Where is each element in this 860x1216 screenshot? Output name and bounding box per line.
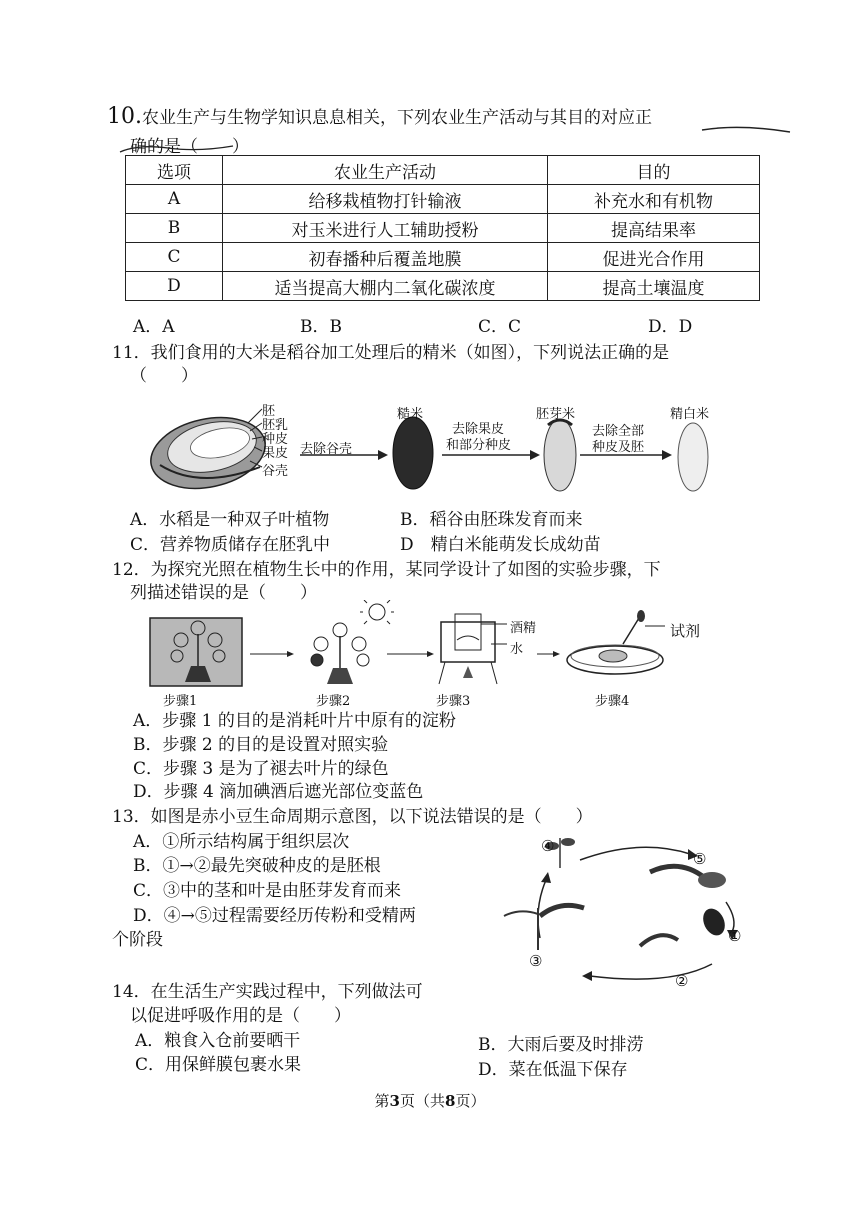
table-cell: 对玉米进行人工辅助授粉 [223,214,548,243]
page-footer: 第3页（共8页） [374,1092,486,1110]
page-number: 3 [389,1092,400,1110]
q14-option-a: A．粮食入仓前要晒干 [135,1031,301,1051]
step-3-label: 步骤3 [436,694,471,709]
table-header-cell: 目的 [548,156,760,185]
table-cell: 给移栽植物打针输液 [223,185,548,214]
marker-5: ⑤ [693,850,707,868]
table-cell: 促进光合作用 [548,243,760,272]
q14-option-d: D．菜在低温下保存 [478,1060,628,1080]
q10-table [125,155,760,301]
bean-lifecycle-figure [490,828,760,998]
q11-stem-line2: （ ） [130,366,198,386]
stage-brown-rice: 糙米 [397,407,424,422]
step-1-label: 步骤1 [163,694,198,709]
stage-polished-rice: 精白米 [670,407,710,422]
handwritten-underline [700,120,795,140]
table-row [126,185,760,214]
q12-option-d: D．步骤 4 滴加碘酒后遮光部位变蓝色 [133,782,424,802]
q14-stem-line2: 以促进呼吸作用的是（ ） [130,1006,351,1026]
q13-option-c: C．③中的茎和叶是由胚芽发育而来 [133,881,402,901]
q10-option-c: C．C [478,317,522,337]
arrow-label-remove-pericarp: 去除果皮 [452,422,505,437]
q11-option-b: B．稻谷由胚珠发育而来 [400,510,583,530]
handwritten-mark [118,140,238,156]
marker-4: ④ [541,837,555,855]
table-row [126,243,760,272]
table-header-cell: 农业生产活动 [223,156,548,185]
q12-stem-line2: 列描述错误的是（ ） [130,583,317,603]
marker-1: ① [728,927,742,945]
table-row [126,214,760,243]
q11-option-c: C．营养物质储存在胚乳中 [130,535,331,555]
marker-2: ② [675,972,689,990]
q13-option-d: D．④→⑤过程需要经历传粉和受精两 [133,906,416,926]
q10-option-d: D．D [648,317,693,337]
table-cell: 提高土壤温度 [548,272,760,301]
arrow-label-remove-coat: 去除全部 [592,424,645,439]
q10-option-b: B．B [300,317,342,337]
stage-germ-rice: 胚芽米 [536,407,576,422]
table-cell: B [126,214,223,243]
table-cell: A [126,185,223,214]
label-alcohol: 酒精 [510,621,537,636]
experiment-steps-figure [145,600,765,692]
q14-option-c: C．用保鲜膜包裹水果 [135,1055,302,1075]
table-header-row [126,156,760,185]
table-cell: 适当提高大棚内二氧化碳浓度 [223,272,548,301]
table-row [126,272,760,301]
arrow-label-remove-hull: 去除谷壳 [300,442,353,457]
step-2-label: 步骤2 [316,694,351,709]
q10-number: 10. [107,104,142,129]
rice-part-embryo: 胚 [262,404,276,419]
table-cell: 补充水和有机物 [548,185,760,214]
q10-stem-line1: 10.农业生产与生物学知识息息相关，下列农业生产活动与其目的对应正 [107,104,652,129]
arrow-label-remove-pericarp-2: 和部分种皮 [446,438,512,453]
q13-option-d-cont: 个阶段 [112,930,163,950]
table-header-cell: 选项 [126,156,223,185]
q11-option-a: A．水稻是一种双子叶植物 [130,510,330,530]
rice-part-endosperm: 胚乳 [262,418,289,433]
q10-option-a: A．A [133,317,175,337]
label-water: 水 [510,642,524,657]
q10-stem-line2: 确的是（ ） [130,137,249,157]
q13-option-a: A．①所示结构属于组织层次 [133,832,350,852]
q14-stem-line1: 14．在生活生产实践过程中，下列做法可 [112,982,423,1002]
q13-stem: 13．如图是赤小豆生命周期示意图，以下说法错误的是（ ） [112,807,593,827]
q12-option-c: C．步骤 3 是为了褪去叶片的绿色 [133,759,389,779]
arrow-label-remove-coat-2: 种皮及胚 [592,440,645,455]
q11-option-d: D 精白米能萌发长成幼苗 [400,535,601,555]
rice-part-hull: 谷壳 [262,464,289,479]
rice-part-pericarp: 果皮 [262,446,289,461]
q12-option-a: A．步骤 1 的目的是消耗叶片中原有的淀粉 [133,711,456,731]
table-cell: D [126,272,223,301]
q11-stem-line1: 11．我们食用的大米是稻谷加工处理后的精米（如图），下列说法正确的是 [112,343,670,363]
total-pages: 8 [445,1092,456,1110]
table-cell: 初春播种后覆盖地膜 [223,243,548,272]
table-cell: 提高结果率 [548,214,760,243]
q14-option-b: B．大雨后要及时排涝 [478,1035,644,1055]
q13-option-b: B．①→②最先突破种皮的是胚根 [133,856,381,876]
q12-stem-line1: 12．为探究光照在植物生长中的作用，某同学设计了如图的实验步骤，下 [112,560,661,580]
label-reagent: 试剂 [670,622,701,640]
step-4-label: 步骤4 [595,694,630,709]
q12-option-b: B．步骤 2 的目的是设置对照实验 [133,735,389,755]
rice-part-seed-coat: 种皮 [262,432,289,447]
table-cell: C [126,243,223,272]
marker-3: ③ [529,952,543,970]
